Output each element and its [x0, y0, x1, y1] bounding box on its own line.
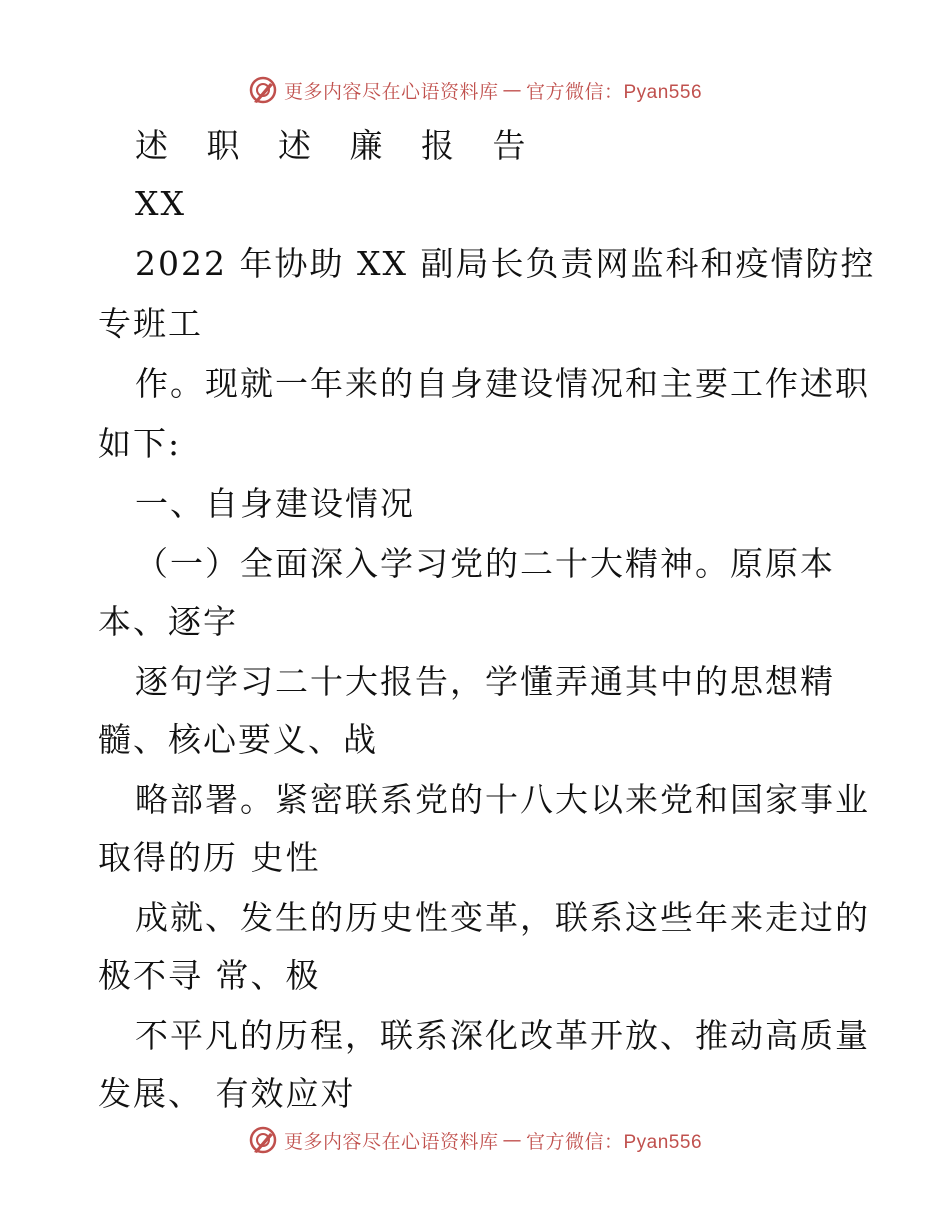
paragraph-line: 极不寻 常、极 — [98, 956, 321, 995]
paragraph-line: 专班工 — [98, 304, 203, 343]
paragraph-line: 作。现就一年来的自身建设情况和主要工作述职 — [135, 364, 870, 403]
paragraph-line: 取得的历 史性 — [98, 838, 321, 877]
quill-seal-icon — [248, 1125, 278, 1155]
paragraph-line: 逐句学习二十大报告，学懂弄通其中的思想精 — [135, 662, 835, 701]
watermark-text: 更多内容尽在心语资料库 — [283, 80, 499, 103]
watermark-separator: — — [502, 79, 522, 101]
paragraph-line: 发展、 有效应对 — [98, 1074, 356, 1113]
footer-watermark — [0, 1120, 950, 1160]
watermark-separator: — — [502, 1129, 522, 1151]
document-title: 述 职 述 廉 报 告 — [135, 126, 540, 165]
subsection-heading: （一）全面深入学习党的二十大精神。原原本 — [135, 544, 835, 583]
watermark-text: 更多内容尽在心语资料库 — [283, 1130, 499, 1153]
paragraph-line: 髓、核心要义、战 — [98, 720, 378, 759]
paragraph-line: 如下: — [98, 424, 182, 463]
section-heading: 一、自身建设情况 — [135, 484, 415, 523]
watermark-contact: 官方微信：Pyan556 — [526, 1131, 703, 1153]
paragraph-line: 本、逐字 — [98, 602, 238, 641]
watermark-contact: 官方微信：Pyan556 — [526, 81, 703, 103]
paragraph-line: 不平凡的历程，联系深化改革开放、推动高质量 — [135, 1016, 870, 1055]
paragraph-line: 成就、发生的历史性变革，联系这些年来走过的 — [135, 898, 870, 937]
paragraph-line: 2022 年协助 XX 副局长负责网监科和疫情防控 — [135, 244, 876, 283]
header-watermark — [0, 70, 950, 110]
quill-seal-icon — [248, 75, 278, 105]
paragraph-line: 略部署。紧密联系党的十八大以来党和国家事业 — [135, 780, 870, 819]
author-line: XX — [135, 184, 186, 223]
